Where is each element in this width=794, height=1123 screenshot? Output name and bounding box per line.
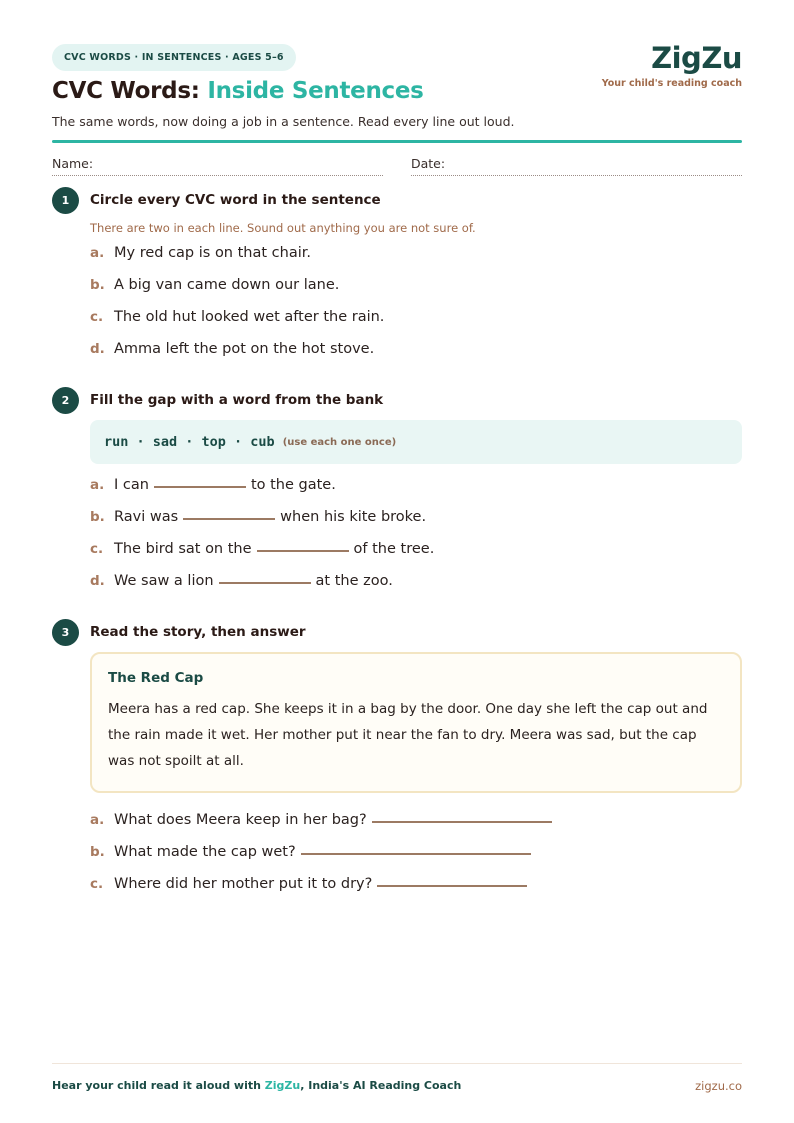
footer-brand-link[interactable]: ZigZu (264, 1079, 301, 1092)
footer-text-before: Hear your child read it aloud with (52, 1079, 261, 1092)
footer-text-after: , India's AI Reading Coach (300, 1079, 462, 1092)
section-3-question (90, 876, 532, 892)
answer-line[interactable] (372, 821, 552, 823)
word-bank-note: (use each one once) (282, 436, 397, 448)
section-3-question (90, 844, 536, 860)
item-letter: c. (90, 541, 104, 557)
footer-divider (52, 1063, 742, 1064)
brand-name: ZigZu (651, 41, 742, 75)
word-bank-words: run · sad · top · cub (104, 434, 275, 450)
section-1-item (90, 277, 339, 293)
item-text-before: Ravi was (114, 509, 179, 525)
item-letter: d. (90, 341, 105, 357)
item-letter: c. (90, 309, 104, 325)
page-title-main: CVC Words: (52, 78, 200, 104)
item-letter: b. (90, 509, 105, 525)
page-title-highlight: Inside Sentences (207, 78, 424, 104)
footer-promo (52, 1079, 461, 1092)
page-subtitle: The same words, now doing a job in a sentence. Read every line out loud. (52, 114, 515, 129)
answer-line[interactable] (377, 885, 527, 887)
section-1-hint: There are two in each line. Sound out anything you are not sure of. (90, 221, 476, 235)
question-text: What does Meera keep in her bag? (114, 812, 367, 828)
answer-blank[interactable] (219, 582, 311, 584)
answer-blank[interactable] (183, 518, 275, 520)
section-3-question (90, 812, 557, 828)
section-1-item (90, 245, 311, 261)
section-2-number: 2 (52, 387, 79, 414)
section-3-number: 3 (52, 619, 79, 646)
section-2-item (90, 573, 393, 589)
name-label: Name: (52, 156, 94, 171)
item-sentence: My red cap is on that chair. (114, 245, 311, 261)
item-letter: a. (90, 245, 105, 261)
topic-pill: CVC WORDS · IN SENTENCES · AGES 5–6 (52, 44, 296, 71)
item-letter: c. (90, 876, 104, 892)
item-sentence: A big van came down our lane. (114, 277, 340, 293)
brand-logo (602, 42, 742, 89)
item-text-after: when his kite broke. (280, 509, 427, 525)
item-letter: a. (90, 477, 105, 493)
section-3-title: Read the story, then answer (90, 624, 306, 640)
answer-blank[interactable] (257, 550, 349, 552)
item-letter: a. (90, 812, 105, 828)
section-2-item (90, 509, 426, 525)
story-title: The Red Cap (108, 670, 204, 686)
answer-blank[interactable] (154, 486, 246, 488)
word-bank (90, 420, 742, 464)
question-text: What made the cap wet? (114, 844, 296, 860)
item-text-before: We saw a lion (114, 573, 214, 589)
page-title (52, 78, 424, 104)
brand-tagline: Your child's reading coach (601, 78, 742, 89)
header-divider (52, 140, 742, 143)
section-1-item (90, 309, 384, 325)
item-sentence: Amma left the pot on the hot stove. (114, 341, 375, 357)
item-text-before: I can (114, 477, 149, 493)
section-2-item (90, 541, 434, 557)
item-sentence: The old hut looked wet after the rain. (114, 309, 385, 325)
story-text: Meera has a red cap. She keeps it in a bag by the door. One day she left the cap out and the rain made it wet. Her mother put it near the fan to dry. Meera was sad, but the cap was not spoilt at all. (108, 701, 708, 769)
item-letter: b. (90, 844, 105, 860)
item-text-after: to the gate. (250, 477, 336, 493)
section-1-number: 1 (52, 187, 79, 214)
question-text: Where did her mother put it to dry? (114, 876, 373, 892)
date-label: Date: (411, 156, 446, 171)
section-2-item (90, 477, 336, 493)
footer-website-link[interactable]: zigzu.co (695, 1079, 742, 1093)
item-letter: d. (90, 573, 105, 589)
section-1-title: Circle every CVC word in the sentence (90, 192, 381, 208)
item-text-after: of the tree. (353, 541, 435, 557)
item-text-after: at the zoo. (315, 573, 393, 589)
answer-line[interactable] (301, 853, 531, 855)
section-1-item (90, 341, 374, 357)
item-text-before: The bird sat on the (114, 541, 252, 557)
name-field[interactable] (52, 156, 383, 176)
item-letter: b. (90, 277, 105, 293)
story-box (90, 652, 742, 793)
date-field[interactable] (411, 156, 742, 176)
section-2-title: Fill the gap with a word from the bank (90, 392, 384, 408)
